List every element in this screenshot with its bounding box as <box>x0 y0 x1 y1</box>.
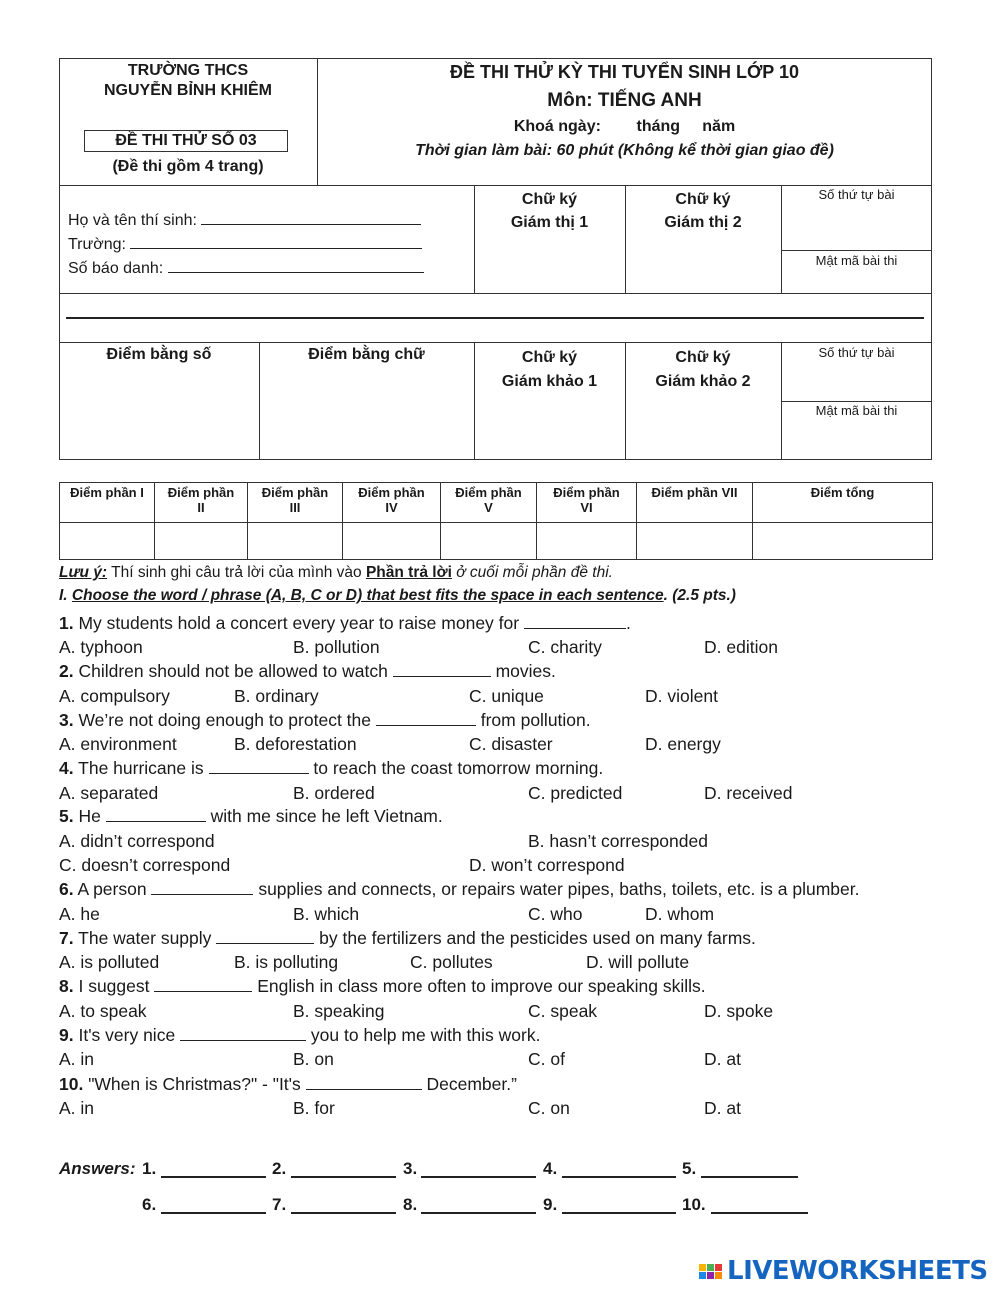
answer-5-input[interactable] <box>701 1176 798 1178</box>
option-6d[interactable]: D. whom <box>645 904 715 924</box>
school-line1: TRƯỜNG THCS <box>127 62 249 79</box>
score-cell <box>637 523 753 560</box>
school-line2: NGUYỄN BỈNH KHIÊM <box>103 82 272 99</box>
score-cell <box>155 523 248 560</box>
answer-5-label: 5. <box>682 1159 697 1178</box>
score-cell <box>537 523 637 560</box>
order-number-label-2: Số thứ tự bài <box>818 345 895 360</box>
option-5a[interactable]: A. didn’t correspond <box>59 831 215 851</box>
option-3b[interactable]: B. deforestation <box>234 734 357 754</box>
option-1a[interactable]: A. typhoon <box>59 637 143 657</box>
question-stem: 5. He with me since he left Vietnam. <box>59 806 443 826</box>
option-10d[interactable]: D. at <box>704 1098 741 1118</box>
school-name <box>59 62 317 100</box>
score-cell <box>60 523 155 560</box>
answer-9-label: 9. <box>543 1195 558 1214</box>
question-stem: 4. The hurricane is to reach the coast tomorrow morning. <box>59 758 604 778</box>
option-2b[interactable]: B. ordinary <box>234 686 319 706</box>
option-7b[interactable]: B. is polluting <box>234 952 339 972</box>
option-6a[interactable]: A. he <box>59 904 100 924</box>
exam-code-box <box>84 130 288 152</box>
score-header-cell: Điểm phần IV <box>343 483 441 523</box>
separator-line <box>66 317 924 319</box>
option-5b[interactable]: B. hasn’t corresponded <box>528 831 708 851</box>
option-10c[interactable]: C. on <box>528 1098 570 1118</box>
option-9b[interactable]: B. on <box>293 1049 334 1069</box>
option-1b[interactable]: B. pollution <box>293 637 380 657</box>
answer-3-label: 3. <box>403 1159 418 1178</box>
answer-4-label: 4. <box>543 1159 558 1178</box>
option-4d[interactable]: D. received <box>704 783 793 803</box>
question-stem: 2. Children should not be allowed to watch movies. <box>59 661 556 681</box>
score-header-cell: Điểm phần II <box>155 483 248 523</box>
score-header-cell: Điểm phần VI <box>537 483 637 523</box>
option-10b[interactable]: B. for <box>293 1098 335 1118</box>
answer-8-label: 8. <box>403 1195 418 1214</box>
answer-1-input[interactable] <box>161 1176 266 1178</box>
option-3a[interactable]: A. environment <box>59 734 177 754</box>
option-5c[interactable]: C. doesn’t correspond <box>59 855 231 875</box>
school-field[interactable]: Trường: <box>68 234 422 254</box>
note-line: Lưu ý: Thí sinh ghi câu trả lời của mình vào Phần trả lời ở cuối mỗi phần đề thi. <box>59 564 613 581</box>
score-cell <box>441 523 537 560</box>
option-10a[interactable]: A. in <box>59 1098 95 1118</box>
option-3d[interactable]: D. energy <box>645 734 721 754</box>
option-8a[interactable]: A. to speak <box>59 1001 147 1021</box>
name-field[interactable]: Họ và tên thí sinh: <box>68 210 421 230</box>
proctor2-signature: Chữ ký Giám thị 2 <box>664 191 742 231</box>
option-2d[interactable]: D. violent <box>645 686 718 706</box>
answer-6-label: 6. <box>142 1195 157 1214</box>
answer-10-label: 10. <box>682 1195 706 1214</box>
option-3c[interactable]: C. disaster <box>469 734 553 754</box>
candidate-id-field[interactable]: Số báo danh: <box>68 258 424 278</box>
score-header-cell: Điểm phần VII <box>637 483 753 523</box>
option-9d[interactable]: D. at <box>704 1049 741 1069</box>
option-1c[interactable]: C. charity <box>528 637 602 657</box>
question-stem: 10. "When is Christmas?" - "It's December.” <box>59 1074 517 1094</box>
liveworksheets-logo-icon <box>698 1263 725 1279</box>
option-7a[interactable]: A. is polluted <box>59 952 160 972</box>
score-header-cell: Điểm phần III <box>248 483 343 523</box>
option-9a[interactable]: A. in <box>59 1049 95 1069</box>
option-7c[interactable]: C. pollutes <box>410 952 493 972</box>
answer-4-input[interactable] <box>562 1176 676 1178</box>
option-5d[interactable]: D. won’t correspond <box>469 855 625 875</box>
answer-7-input[interactable] <box>291 1212 396 1214</box>
answer-3-input[interactable] <box>421 1176 536 1178</box>
option-9c[interactable]: C. of <box>528 1049 565 1069</box>
answer-8-input[interactable] <box>421 1212 536 1214</box>
examiner2-signature: Chữ ký Giám khảo 2 <box>655 349 751 390</box>
score-words-label: Điểm bằng chữ <box>308 346 425 363</box>
score-table-row <box>60 523 933 560</box>
answer-1-label: 1. <box>142 1159 157 1178</box>
exam-subject: Môn: TIẾNG ANH <box>547 90 702 111</box>
option-2a[interactable]: A. compulsory <box>59 686 170 706</box>
option-2c[interactable]: C. unique <box>469 686 544 706</box>
proctor1-signature: Chữ ký Giám thị 1 <box>510 191 589 231</box>
option-4b[interactable]: B. ordered <box>293 783 375 803</box>
section1-title: I. Choose the word / phrase (A, B, C or D) that best fits the space in each sentence. (2.5 pts.) <box>59 587 736 604</box>
option-8d[interactable]: D. spoke <box>704 1001 774 1021</box>
question-stem: 1. My students hold a concert every year to raise money for . <box>59 613 631 633</box>
exam-time-note: Thời gian làm bài: 60 phút (Không kể thời gian giao đề) <box>415 142 834 159</box>
pages-note: (Đề thi gồm 4 trang) <box>112 158 264 175</box>
score-header-cell: Điểm phần I <box>60 483 155 523</box>
question-stem: 8. I suggest English in class more often to improve our speaking skills. <box>59 976 706 996</box>
option-6c[interactable]: C. who <box>528 904 583 924</box>
exam-title: ĐỀ THI THỬ KỲ THI TUYỂN SINH LỚP 10 <box>450 62 799 82</box>
liveworksheets-brand <box>698 1256 988 1286</box>
option-7d[interactable]: D. will pollute <box>586 952 690 972</box>
question-stem: 6. A person supplies and connects, or repairs water pipes, baths, toilets, etc. is a plumber. <box>59 879 860 899</box>
score-number-label: Điểm bằng số <box>106 346 212 363</box>
score-cell <box>753 523 933 560</box>
answer-10-input[interactable] <box>711 1212 808 1214</box>
score-table-header <box>60 483 933 523</box>
brand-name: LIVEWORKSHEETS <box>727 1256 988 1286</box>
question-stem: 3. We’re not doing enough to protect the from pollution. <box>59 710 591 730</box>
score-header-cell: Điểm tổng <box>753 483 933 523</box>
score-cell <box>343 523 441 560</box>
answer-6-input[interactable] <box>161 1212 266 1214</box>
order-number-label: Số thứ tự bài <box>818 187 895 202</box>
option-4a[interactable]: A. separated <box>59 783 159 803</box>
secret-code-label: Mật mã bài thi <box>815 253 898 268</box>
option-6b[interactable]: B. which <box>293 904 360 924</box>
question-stem: 9. It's very nice you to help me with this work. <box>59 1025 541 1045</box>
answers-label: Answers: <box>59 1159 136 1178</box>
option-4c[interactable]: C. predicted <box>528 783 623 803</box>
exam-date: Khoá ngày: tháng năm <box>513 118 736 135</box>
score-table <box>59 482 933 560</box>
answer-2-label: 2. <box>272 1159 287 1178</box>
secret-code-label-2: Mật mã bài thi <box>815 403 898 418</box>
score-cell <box>248 523 343 560</box>
examiner1-signature: Chữ ký Giám khảo 1 <box>501 349 598 390</box>
question-stem: 7. The water supply by the fertilizers and the pesticides used on many farms. <box>59 928 756 948</box>
option-8c[interactable]: C. speak <box>528 1001 598 1021</box>
answer-7-label: 7. <box>272 1195 287 1214</box>
option-1d[interactable]: D. edition <box>704 637 778 657</box>
answer-9-input[interactable] <box>562 1212 676 1214</box>
score-header-cell: Điểm phần V <box>441 483 537 523</box>
answer-2-input[interactable] <box>291 1176 396 1178</box>
exam-code: ĐỀ THI THỬ SỐ 03 <box>115 132 257 149</box>
option-8b[interactable]: B. speaking <box>293 1001 385 1021</box>
